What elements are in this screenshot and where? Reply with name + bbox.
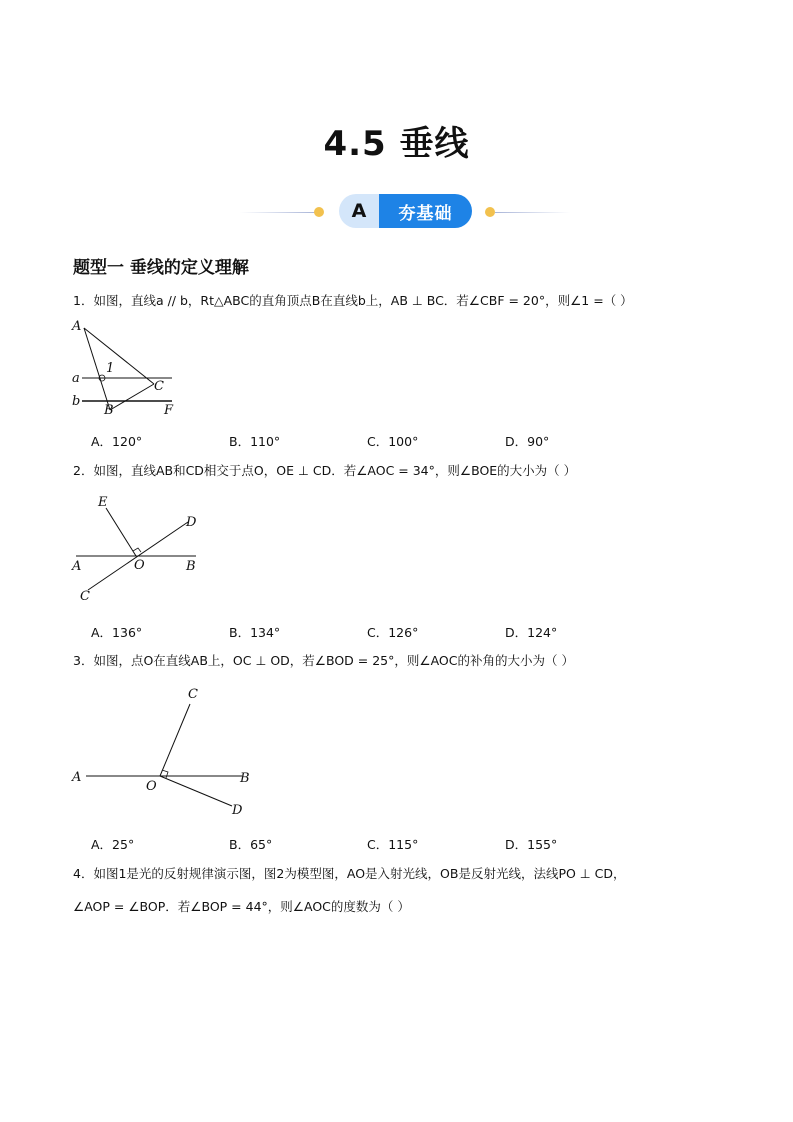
q3-ray-OC	[160, 704, 190, 776]
question-1-option-d[interactable]: D．90°	[505, 434, 550, 449]
question-4-text-line2: ∠AOP = ∠BOP．若∠BOP = 44°，则∠AOC的度数为（ ）	[73, 899, 410, 914]
badge-letter: A	[339, 194, 379, 228]
q1-label-F: F	[164, 403, 174, 418]
question-2-text: 2．如图，直线AB和CD相交于点O，OE ⊥ CD．若∠AOC = 34°，则∠BOE的大小为（ ）	[73, 463, 577, 478]
question-3-figure	[66, 682, 266, 822]
question-3-options	[91, 835, 643, 853]
question-2-option-b[interactable]: B．134°	[229, 625, 281, 640]
q3-ray-OD	[160, 776, 232, 806]
question-2-options	[91, 623, 643, 641]
question-1-option-a[interactable]: A．120°	[91, 434, 143, 449]
question-2-option-d[interactable]: D．124°	[505, 625, 558, 640]
question-4-text: 4．如图1是光的反射规律演示图，图2为模型图，AO是入射光线，OB是反射光线，法线PO ⊥ CD，	[73, 866, 626, 881]
question-1-figure	[68, 318, 188, 418]
q2-label-O: O	[134, 558, 145, 573]
q3-label-A: A	[72, 770, 82, 785]
q1-label-b: b	[72, 394, 81, 409]
question-3-option-d[interactable]: D．155°	[505, 837, 558, 852]
q3-label-B: B	[240, 771, 250, 786]
q1-label-1: 1	[106, 361, 115, 376]
q1-label-B: B	[104, 403, 114, 418]
q2-label-C: C	[80, 589, 90, 604]
section-badge	[339, 194, 472, 228]
badge-right-dot	[485, 207, 495, 217]
question-2-option-c[interactable]: C．126°	[367, 625, 419, 640]
q1-side-AC	[84, 328, 154, 384]
q1-label-A: A	[72, 319, 82, 334]
badge-left-dot	[314, 207, 324, 217]
q3-label-O: O	[146, 779, 157, 794]
question-1-option-c[interactable]: C．100°	[367, 434, 419, 449]
question-2-figure	[68, 490, 208, 605]
badge-left-line	[240, 212, 315, 213]
q3-label-D: D	[232, 803, 243, 818]
question-3-text: 3．如图，点O在直线AB上，OC ⊥ OD，若∠BOD = 25°，则∠AOC的补角的大小为（ ）	[73, 653, 574, 668]
q2-label-B: B	[186, 559, 196, 574]
q1-label-a: a	[72, 371, 80, 386]
question-1-option-b[interactable]: B．110°	[229, 434, 281, 449]
question-3-option-b[interactable]: B．65°	[229, 837, 273, 852]
question-3-option-a[interactable]: A．25°	[91, 837, 135, 852]
question-2-option-a[interactable]: A．136°	[91, 625, 143, 640]
q3-label-C: C	[188, 687, 198, 702]
badge-right-line	[495, 212, 570, 213]
q2-label-E: E	[98, 495, 108, 510]
question-1-text: 1．如图，直线a // b，Rt△ABC的直角顶点B在直线b上，AB ⊥ BC．若∠CBF = 20°，则∠1 =（ ）	[73, 293, 633, 308]
q1-label-C: C	[154, 379, 164, 394]
q1-side-BC	[110, 384, 154, 410]
section-heading: 题型一 垂线的定义理解	[73, 258, 249, 278]
q2-label-D: D	[186, 515, 197, 530]
q2-label-A: A	[72, 559, 82, 574]
page-title: 4.5 垂线	[323, 124, 470, 164]
q2-right-angle	[133, 548, 141, 552]
badge-label: 夯基础	[379, 194, 472, 228]
question-1-options	[91, 432, 643, 450]
question-3-option-c[interactable]: C．115°	[367, 837, 419, 852]
q2-ray-OE	[106, 508, 136, 556]
